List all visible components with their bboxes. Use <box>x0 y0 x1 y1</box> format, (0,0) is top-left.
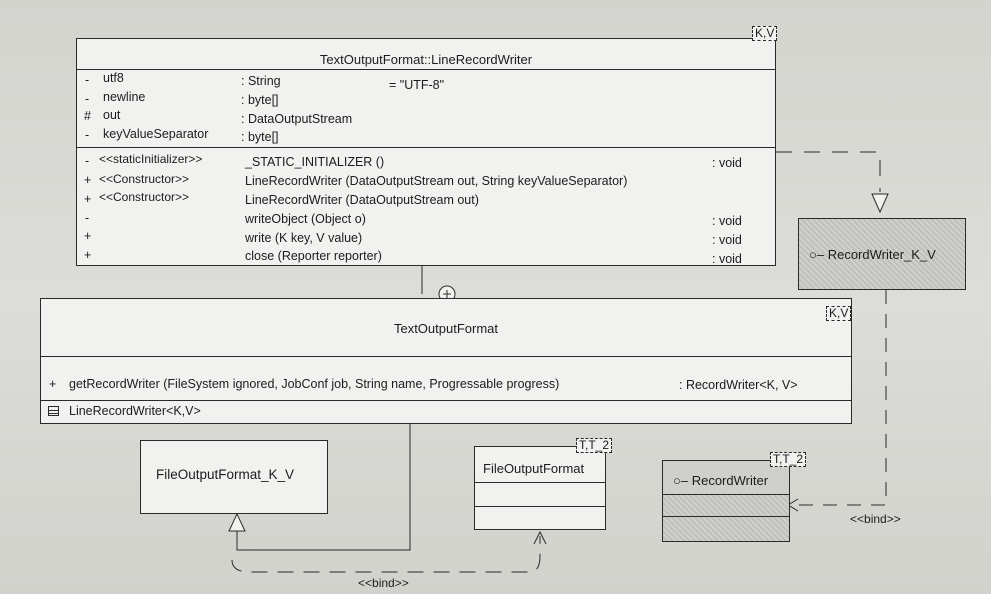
interface-name: RecordWriter_K_V <box>827 247 936 262</box>
nested-class-name: LineRecordWriter<K,V> <box>69 404 201 418</box>
op-stereotype: <<Constructor>> <box>99 190 190 204</box>
op-vis: + <box>84 229 92 243</box>
attr-type: : byte[] <box>241 93 279 107</box>
op-vis: + <box>84 173 92 187</box>
attr-name: out <box>103 108 121 122</box>
attr-name: utf8 <box>103 71 124 85</box>
bind-line-bottom <box>232 536 540 572</box>
interface-title <box>809 247 936 262</box>
file-output-format-class[interactable] <box>474 446 606 530</box>
template-param-fof: T,T_2 <box>576 438 612 453</box>
attr-vis: - <box>85 128 90 142</box>
attr-type: : String <box>241 74 281 88</box>
class-title: TextOutputFormat <box>41 299 851 357</box>
op-vis: + <box>84 248 92 262</box>
interface-lollipop-icon: ○‒ <box>809 247 828 262</box>
class-title: FileOutputFormat <box>475 447 605 483</box>
op-vis: + <box>49 377 57 391</box>
op-return: : RecordWriter<K, V> <box>679 378 798 392</box>
operation-section <box>77 148 775 265</box>
interface-name: RecordWriter <box>691 473 769 488</box>
op-signature: LineRecordWriter (DataOutputStream out) <box>245 193 479 207</box>
op-signature: close (Reporter reporter) <box>245 249 382 263</box>
nested-class-section <box>41 401 851 423</box>
line-record-writer-class[interactable] <box>76 38 776 266</box>
file-output-format-kv-class[interactable] <box>140 440 328 514</box>
op-signature: LineRecordWriter (DataOutputStream out, String keyValueSeparator) <box>245 174 628 188</box>
attr-vis: # <box>84 109 91 123</box>
op-vis: + <box>84 192 92 206</box>
template-param-rw: T,T_2 <box>770 452 806 467</box>
generalization-arrow-icon <box>229 514 245 531</box>
nested-class-icon <box>48 406 59 416</box>
class-title: TextOutputFormat::LineRecordWriter <box>77 39 775 70</box>
attr-vis: - <box>85 73 90 87</box>
attr-name: keyValueSeparator <box>103 127 209 141</box>
op-return: : void <box>712 214 742 228</box>
attr-name: newline <box>103 90 146 104</box>
attribute-section <box>663 495 789 517</box>
attribute-section <box>475 483 605 507</box>
attr-default: = "UTF-8" <box>389 78 445 92</box>
op-return: : void <box>712 156 742 170</box>
attr-type: : byte[] <box>241 130 279 144</box>
op-signature: writeObject (Object o) <box>245 212 366 226</box>
op-signature: write (K key, V value) <box>245 231 363 245</box>
op-stereotype: <<Constructor>> <box>99 172 190 186</box>
text-output-format-class[interactable] <box>40 298 852 424</box>
interface-lollipop-icon: ○‒ <box>673 473 692 488</box>
bind-label-right: <<bind>> <box>850 512 901 526</box>
record-writer-interface[interactable] <box>662 460 790 542</box>
operation-section <box>41 357 851 401</box>
template-param-tof: K,V <box>826 306 851 321</box>
record-writer-kv-interface[interactable] <box>798 218 966 290</box>
realization-arrow-icon <box>872 194 888 212</box>
realization-line <box>776 152 880 192</box>
op-signature: _STATIC_INITIALIZER () <box>245 155 385 169</box>
op-return: : void <box>712 233 742 247</box>
attr-vis: - <box>85 92 90 106</box>
class-title: FileOutputFormat_K_V <box>156 467 295 482</box>
bind-label-bottom: <<bind>> <box>358 576 409 590</box>
op-stereotype: <<staticInitializer>> <box>99 152 203 166</box>
attr-type: : DataOutputStream <box>241 112 353 126</box>
op-vis: - <box>85 154 90 168</box>
op-signature: getRecordWriter (FileSystem ignored, JobConf job, String name, Progressable progress) <box>69 377 560 391</box>
op-return: : void <box>712 252 742 266</box>
template-param-lrw: K,V <box>752 26 777 41</box>
op-vis: - <box>85 211 90 225</box>
attribute-section <box>77 70 775 148</box>
